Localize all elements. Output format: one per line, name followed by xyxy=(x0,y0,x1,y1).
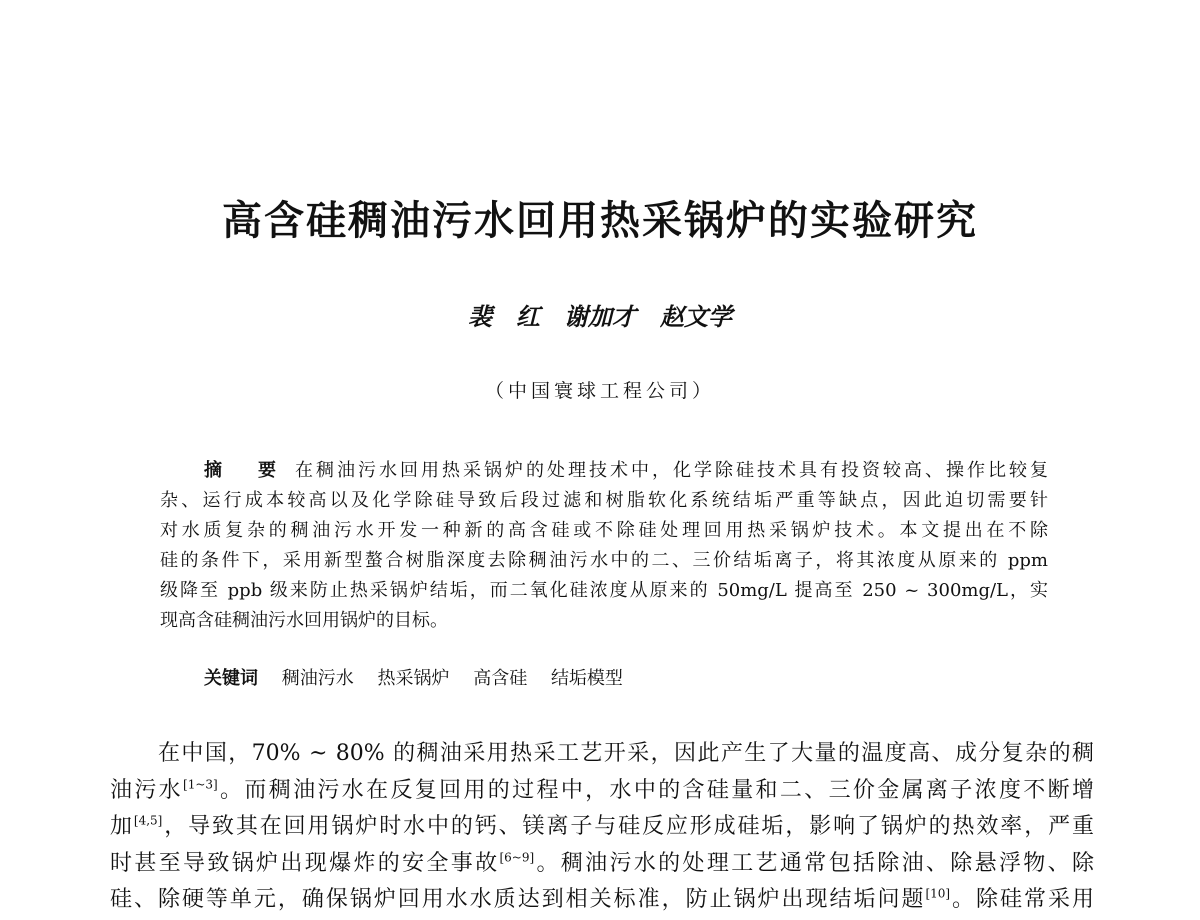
abstract-line: 硅的条件下，采用新型螯合树脂深度去除稠油污水中的二、三价结垢离子，将其浓度从原来的 ppm xyxy=(160,550,1048,571)
abstract-text: 在稠油污水回用热采锅炉的处理技术中，化学除硅技术具有投资较高、操作比较复 xyxy=(295,460,1048,481)
body-text-segment: 在中国，70% ~ 80% 的稠油采用热采工艺开采，因此产生了大量的温度高、成分复杂的稠 xyxy=(158,741,1094,766)
keywords-line xyxy=(204,664,641,694)
body-line xyxy=(110,882,1094,919)
abstract-line: 现高含硅稠油污水回用锅炉的目标。 xyxy=(160,610,448,631)
body-line xyxy=(110,846,1094,883)
body-line xyxy=(110,773,1094,810)
body-text-segment: 。除硅常采用 xyxy=(950,887,1094,912)
abstract-line: 杂、运行成本较高以及化学除硅导致后段过滤和树脂软化系统结垢严重等缺点，因此迫切需要针 xyxy=(160,490,1048,511)
body-text xyxy=(110,736,1094,919)
body-text-segment: 油污水 xyxy=(110,777,184,803)
citation-ref: [4,5] xyxy=(133,813,163,828)
abstract-line: 级降至 ppb 级来防止热采锅炉结垢，而二氧化硅浓度从原来的 50mg/L 提高至 250 ~ 300mg/L，实 xyxy=(160,580,1048,601)
body-line xyxy=(110,736,1094,773)
keyword: 稠油污水 xyxy=(281,668,354,689)
body-text-segment: ，导致其在回用锅炉时水中的钙、镁离子与硅反应形成硅垢，影响了锅炉的热效率，严重 xyxy=(162,814,1094,839)
abstract-line xyxy=(160,456,1048,486)
paper-title: 高含硅稠油污水回用热采锅炉的实验研究 xyxy=(222,198,978,244)
keyword: 热采锅炉 xyxy=(377,668,450,689)
body-text-segment: 。而稠油污水在反复回用的过程中，水中的含硅量和二、三价金属离子浓度不断增 xyxy=(217,777,1094,803)
abstract-line: 对水质复杂的稠油污水开发一种新的高含硅或不除硅处理回用热采锅炉技术。本文提出在不除 xyxy=(160,520,1048,541)
keywords-label: 关键词 xyxy=(204,668,258,689)
body-text-segment: 时甚至导致锅炉出现爆炸的安全事故 xyxy=(110,850,500,876)
keyword: 高含硅 xyxy=(473,668,528,689)
citation-ref: [1~3] xyxy=(183,777,218,792)
citation-ref: [10] xyxy=(925,886,951,901)
citation-ref: [6~9] xyxy=(499,850,535,865)
keyword: 结垢模型 xyxy=(550,668,623,689)
abstract-label: 摘 要 xyxy=(204,460,285,481)
body-text-segment: 。稠油污水的处理工艺通常包括除油、除悬浮物、除 xyxy=(534,850,1094,876)
author-affiliation: （中国寰球工程公司） xyxy=(484,380,715,402)
body-text-segment: 硅、除硬等单元，确保锅炉回用水水质达到相关标准，防止锅炉出现结垢问题 xyxy=(110,887,926,912)
abstract-block xyxy=(160,456,1048,636)
body-line xyxy=(110,809,1094,846)
author-list: 裴 红 谢加才 赵文学 xyxy=(468,302,732,331)
body-text-segment: 加 xyxy=(110,814,134,839)
